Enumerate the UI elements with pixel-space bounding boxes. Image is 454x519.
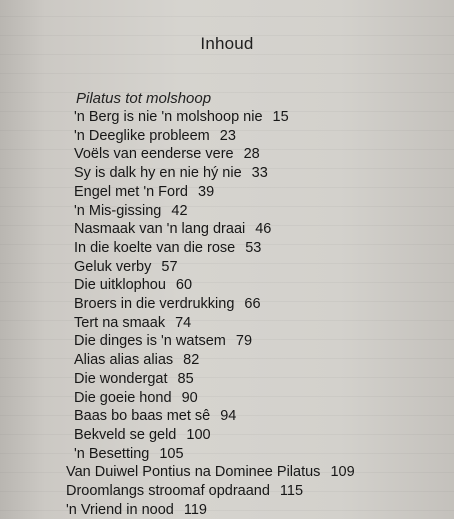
toc-entry (74, 164, 444, 183)
toc-entry-page: 23 (219, 127, 236, 144)
toc-entry-page: 15 (272, 109, 289, 125)
toc-entry (66, 482, 444, 501)
toc-entry (74, 351, 444, 370)
toc-entry-title: Engel met 'n Ford (74, 183, 188, 200)
toc-entry (74, 127, 444, 146)
toc-entry-title: Broers in die verdrukking (74, 296, 235, 313)
toc-entry (74, 220, 444, 239)
toc-entry (74, 108, 444, 127)
toc-entry-title: Die goeie hond (74, 389, 172, 406)
toc-entry-page: 85 (177, 370, 194, 387)
toc-entry (74, 239, 444, 258)
toc-entry-page: 82 (183, 352, 200, 369)
toc-entry (74, 314, 444, 333)
toc-entry-title: Van Duiwel Pontius na Dominee Pilatus (66, 464, 321, 481)
toc-entry-page: 105 (159, 445, 184, 462)
toc-entry-title: Die uitklophou (74, 277, 166, 294)
toc-entry-page: 66 (244, 296, 261, 313)
toc-entry-title: In die koelte van die rose (74, 239, 236, 256)
toc-entry-title: Tert na smaak (74, 314, 166, 331)
toc-entry-page: 53 (245, 239, 262, 256)
toc-entry-title: 'n Vriend in nood (66, 501, 174, 518)
toc-entry (74, 202, 444, 221)
toc-entry-title: 'n Besetting (74, 445, 150, 462)
table-of-contents (66, 108, 444, 519)
toc-entry-title: Nasmaak van 'n lang draai (74, 221, 246, 238)
toc-entry (66, 463, 444, 482)
toc-entry-title: Droomlangs stroomaf opdraand (66, 483, 270, 500)
toc-entry-title: 'n Mis-gissing (74, 202, 162, 219)
toc-entry-page: 109 (330, 464, 355, 481)
toc-entry-title: Alias alias alias (74, 352, 174, 369)
toc-entry (74, 426, 444, 445)
toc-entry-page: 46 (255, 221, 272, 238)
toc-entry (66, 501, 444, 519)
toc-entry-page: 119 (183, 501, 207, 518)
toc-entry-title: Die dinges is 'n watsem (74, 333, 226, 350)
toc-entry (74, 145, 444, 164)
toc-entry-page: 79 (235, 333, 253, 350)
toc-entry-page: 28 (243, 146, 260, 163)
page-title: Inhoud (200, 34, 254, 53)
toc-entry-title: Bekveld se geld (74, 426, 177, 443)
toc-entry-title: Geluk verby (74, 258, 152, 275)
toc-entry-page: 60 (175, 277, 193, 294)
toc-entry-title: 'n Berg is nie 'n molshoop nie (74, 109, 263, 125)
toc-entry (74, 389, 444, 408)
toc-entry-title: Voëls van eenderse vere (74, 146, 234, 163)
toc-entry-title: Baas bo baas met sê (74, 408, 211, 425)
toc-entry-page: 90 (181, 389, 198, 406)
toc-entry (74, 445, 444, 464)
toc-entry-page: 94 (220, 408, 237, 425)
toc-entry-title: Die wondergat (74, 370, 168, 387)
toc-entry (74, 276, 444, 295)
toc-entry (74, 295, 444, 314)
toc-entry-title: Sy is dalk hy en nie hý nie (74, 165, 242, 182)
toc-entry-page: 74 (175, 314, 192, 331)
toc-entry (74, 370, 444, 389)
toc-entry (74, 183, 444, 202)
section-heading: Pilatus tot molshoop (76, 90, 212, 107)
toc-entry-title: 'n Deeglike probleem (74, 127, 210, 144)
toc-entry-page: 100 (186, 426, 211, 443)
toc-entry (74, 332, 444, 351)
toc-entry-page: 39 (198, 183, 215, 200)
toc-entry (74, 407, 444, 426)
toc-entry-page: 115 (279, 483, 304, 500)
toc-entry (74, 258, 444, 277)
toc-entry-page: 42 (171, 202, 188, 219)
toc-entry-page: 57 (161, 258, 178, 275)
toc-entry-page: 33 (251, 165, 268, 182)
